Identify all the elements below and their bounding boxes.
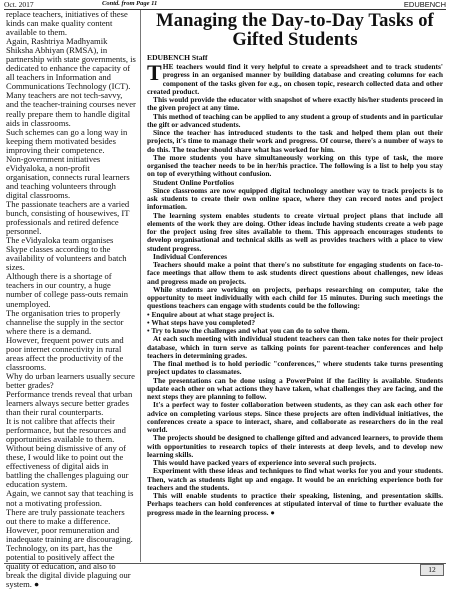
article-paragraph: At each such meeting with individual student teachers can then take notes for their project database, which in turn serve as talking points for parent-teacher conferences and help teachers in determining grades. xyxy=(147,334,443,360)
left-subheading: Why do urban learners usually secure better grades? xyxy=(6,370,135,390)
article-paragraph: This method of teaching can be applied to any student a group of students and in particular the gift or advanced students. xyxy=(147,111,443,129)
left-paragraph: Again, Rashtriya Madhyamik Shiksha Abhiyan (RMSA), in partnership with state governments, is dedicated to enhance the capacity of all teachers in Information and Communications Technology (ICT). xyxy=(6,36,136,92)
left-paragraph: The organisation tries to properly channelise the supply in the sector where there is a demand. xyxy=(6,307,124,336)
left-paragraph: There are truly passionate teachers out there to make a difference. However, poor remuneration and inadequate training are discouraging. xyxy=(6,506,133,544)
article-paragraph: Since the teacher has introduced students to the task and helped them plan out their projects, it's time to manage their work and progress. Of course, there's a number of ways to do this. The teacher should share what has worked for him. xyxy=(147,128,443,154)
issue-date: Oct. 2017 xyxy=(4,0,34,9)
left-paragraph: The passionate teachers are a varied bunch, consisting of housewives, IT professionals and retired defence personnel. xyxy=(6,198,130,237)
column-divider xyxy=(140,10,141,562)
article-paragraph: The learning system enables students to create virtual project plans that include all elements of the work they are doing. Other ideas include having students create a web page for the project using free sites available to them. This approach encourages students to develop organisational and technical skills as well as provides teachers with a place to view student progress. xyxy=(147,210,443,253)
left-subheading: Non-government initiatives xyxy=(6,153,101,164)
left-paragraph: Again, we cannot say that teaching is not a motivating profession. xyxy=(6,488,134,508)
article-paragraph: It's a perfect way to foster collaboration between students, as they can ask each other for advice on completing various steps. Since these projects are often individual initiatives, the conferences create a space to interact, share, and collaborate as researchers do in the real world. xyxy=(147,400,443,434)
left-paragraph: Without being dismissive of any of these, I would like to point out the effectiveness of digital aids in battling the challenges plaguing our education system. xyxy=(6,443,129,490)
left-paragraph: It is not calibre that affects their performance, but the resources and opportunities available to them. xyxy=(6,416,126,445)
left-paragraph: However, frequent power cuts and poor internet connectivity in rural areas affect the productivity of the classrooms. xyxy=(6,334,124,372)
left-paragraph: replace teachers, initiatives of these kinds can make quality content available to them. xyxy=(6,9,128,38)
left-paragraph: Such schemes can go a long way in keeping them motivated besides improving their competence. xyxy=(6,126,128,155)
article-title: Managing the Day-to-Day Tasks of Gifted Students xyxy=(156,11,434,50)
continued-note: Contd. from Page 11 xyxy=(102,0,158,7)
article-subheading: Individual Conferences xyxy=(153,251,228,261)
continued-column xyxy=(6,9,136,589)
article-paragraph: The presentations can be done using a PowerPoint if the facility is available. Students update each other on what actions they have taken, what challenges they are facing, and the next steps they are planning to follow. xyxy=(147,375,443,401)
article-paragraph: Since classrooms are now equipped digital technology another way to track projects is to ask students to create their own online space, where they can record notes and project information. xyxy=(147,185,443,212)
article-subheading: Student Online Portfolios xyxy=(153,177,234,187)
bullet-item: • Enquire about at what stage project is. xyxy=(147,309,275,319)
drop-cap: T xyxy=(147,60,162,85)
article-paragraph: Experiment with these ideas and techniques to find what works for you and your students. Then, watch as students light up and engage. It would be an enriching experience both for teachers and the students. xyxy=(147,466,443,492)
left-paragraph: Performance trends reveal that urban learners always secure better grades than their rural counterparts. xyxy=(6,388,133,418)
footer-rule xyxy=(4,563,446,564)
article-paragraph: This would provide the educator with snapshot of where exactly his/her students proceed in the given project at any time. xyxy=(147,95,443,113)
lead-text: HE teachers would find it very helpful to create a spreadsheet and to track students' progress in an organised manner by building database and creating columns for each component of the tasks given for e.g., on chosen topic, research collected data and other created product. xyxy=(147,62,443,96)
article-byline: EDUBENCH Staff xyxy=(147,53,208,62)
bullet-item: • What steps have you completed? xyxy=(147,317,256,327)
article-paragraph: This will enable students to practice their speaking, listening, and presentation skills. Perhaps teachers can hold conferences at stipulated interval of time to further evaluate the progress made in the learning process. ● xyxy=(147,491,443,517)
left-paragraph: Technology, on its part, has the potential to positively affect the quality of education, and also to break the digital divide plaguing our system. ● xyxy=(6,542,131,589)
article-body xyxy=(147,60,443,517)
left-paragraph: The eVidyaloka team organises Skype classes according to the availability of volunteers and batch sizes. xyxy=(6,235,127,273)
article-paragraph: Teachers should make a point that there's no substitute for engaging students on face-to-face meetings that allow them to ask students direct questions about challenges, new ideas and progress made on projects. xyxy=(147,260,443,286)
page-number: 12 xyxy=(420,564,444,576)
article-paragraph: This would have packed years of experience into several such projects. xyxy=(153,458,377,467)
lead-paragraph xyxy=(147,60,443,96)
left-paragraph: Many teachers are not tech-savvy, and the teacher-training courses never really prepare them to handle digital aids in classrooms. xyxy=(6,90,136,128)
article-paragraph: The more students you have simultaneously working on this type of task, the more organised the teacher needs to be in her/his practice. The following is a list to help you stay on top of everything without confusion. xyxy=(147,152,443,179)
publication-name: EDUBENCH xyxy=(403,0,446,9)
article-paragraph: While students are working on projects, perhaps researching on computer, take the opportunity to meet individually with each child for 15 minutes. During such meetings the questions teachers can engage with students could be the following: xyxy=(147,284,443,311)
article xyxy=(147,12,443,517)
left-paragraph: eVidyaloka, a non-profit organisation, connects rural learners and teaching volunteers through digital classrooms. xyxy=(6,162,130,200)
article-paragraph: The projects should be designed to challenge gifted and advanced learners, to provide them with opportunities to research topics of their interests at deep levels, and to develop new learning skills. xyxy=(147,433,443,459)
article-paragraph: The final method is to hold periodic "conferences," where students take turns presenting project updates to classmates. xyxy=(147,359,443,377)
bullet-item: • Try to know the challenges and what you can do to solve them. xyxy=(147,326,350,335)
left-paragraph: Although there is a shortage of teachers in our country, a huge number of college pass-outs remain unemployed. xyxy=(6,271,128,309)
